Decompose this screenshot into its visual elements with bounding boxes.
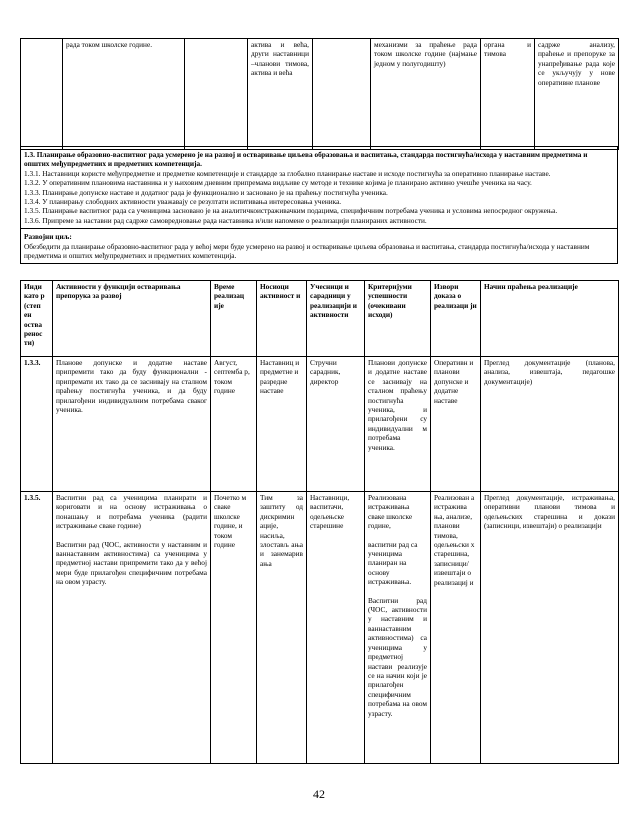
table-row <box>21 39 619 150</box>
cell-activity: Планове допунске и додатне наставе припремити тако да буду функционални - припремати их тако да се заснивају на сталном праћењу постигнућа ученика, и да буду прилагођени индивидуалним потребама сваког ученика. <box>53 357 211 492</box>
section-item: 1.3.5. Планирање васпитног рада са ученицима засновано је на аналитичкоистраживачким подацима, специфичним потребама ученика и условима непосредног окружења. <box>24 206 558 216</box>
cell-carriers: актива и већа, други наставници –чланови тимова, актива и већа <box>248 39 313 150</box>
cell-participants <box>313 39 371 150</box>
cell-indicator: 1.3.3. <box>21 357 53 492</box>
cell-activity <box>53 492 211 764</box>
section-item: 1.3.3. Планирање допунске наставе и додатног рада је функционално и засновано је на праћењу постигнућа ученика. <box>24 187 388 197</box>
activity-table <box>20 280 619 764</box>
cell-indicator <box>21 39 63 150</box>
cell-criteria: Планови допунске и додатне наставе се заснивају на сталном праћењу постигнућа ученика, и прилагођени су индивидуални м потребама ученика. <box>365 357 431 492</box>
activity-paragraph: Васпитни рад са ученицима планирати и кориговати и на основу истраживања о понашању и потребама ученика (радити истраживање сваке године) <box>56 493 207 531</box>
header-participants: Учесници и сарадници у реализацији и активности <box>307 281 365 357</box>
criteria-paragraph: Васпитни рад (ЧОС, активности у наставним и ваннаставним активностима) са ученицима у предметној настави реализује се на начин који је прилагођен специфичним потребама на овом узрасту. <box>368 595 427 718</box>
table-row <box>21 492 619 764</box>
activity-paragraph: Васпитни рад (ЧОС, активности у наставним и ваннаставним активностима) са ученицима у предметној настави припремити тако да у већој мери буде прилагођен специфичним потребама на овом узрасту. <box>56 539 207 587</box>
page-number: 42 <box>313 787 325 801</box>
section-item: 1.3.6. Припреме за наставни рад садрже самовредновање рада наставника и/или напомене о реализацији планираних активности. <box>24 215 427 225</box>
table-row <box>21 357 619 492</box>
table-header-row <box>21 281 619 357</box>
goal-text: Обезбедити да планирање образовно-васпитног рада у већој мери буде усмерено на развој и остваривање циљева образовања и васпитања, стандарда постигнућа/исхода у наставним предметима и општих међупредметних и предметних компетенција. <box>24 241 590 261</box>
criteria-paragraph: Реализована истраживања сваке школске године, <box>368 493 413 531</box>
section-item: 1.3.1. Наставници користе међупредметне и предметне компетенције и стандарде за глобално планирање наставе и исходе постигнућа за оперативно планирање наставе. <box>24 168 551 178</box>
header-time: Време реализац ије <box>211 281 257 357</box>
cell-activity: рада током школске године. <box>63 39 185 150</box>
goal-label: Развојни циљ: <box>24 232 72 242</box>
header-activity: Активности у функцији остваривања препорука за развој <box>53 281 211 357</box>
cell-criteria <box>365 492 431 764</box>
cell-sources: органа и тимова <box>481 39 535 150</box>
header-sources: Извори доказа о реализаци ји <box>431 281 481 357</box>
header-monitoring: Начин праћења реализације <box>481 281 619 357</box>
cell-time <box>185 39 248 150</box>
cell-indicator: 1.3.5. <box>21 492 53 764</box>
cell-monitoring: садрже анализу, праћење и препоруке за унапређивање рада које се укључују у нове оперативне планове <box>535 39 619 150</box>
standard-section-cell <box>21 147 618 229</box>
cell-monitoring: Преглед документације, истраживања, оперативни планови тимова и одељењских старешина и докази (записници, извештаји) о реализацији <box>481 492 619 764</box>
header-criteria: Критеријуми успешности (очекивани исходи) <box>365 281 431 357</box>
section-item: 1.3.2. У оперативним плановима наставника и у њиховим дневним припремама видљиве су методе и технике којима је планирано активно учешће ученика на часу. <box>24 178 532 188</box>
cell-participants: Наставници, васпитачи, одељењске старешине <box>307 492 365 764</box>
header-indicator: Инди като р (степ ен оства ренос ти) <box>21 281 53 357</box>
criteria-paragraph: васпитни рад са ученицима планиран на основу истраживања. <box>368 539 418 587</box>
section-item: 1.3.4. У планирању слободних активности уважавају се резултати испитивања интересовања ученика. <box>24 197 342 207</box>
continued-table-row <box>20 38 619 150</box>
cell-carriers: Наставниц и предметне и разредне наставе <box>257 357 307 492</box>
header-carriers: Носиоци активност и <box>257 281 307 357</box>
cell-monitoring: Преглед документације (планова, анализа, извештаја, педагошке документације) <box>481 357 619 492</box>
standard-section <box>20 146 618 264</box>
cell-sources: Оперативн и планови допунске и додатне наставе <box>431 357 481 492</box>
cell-time: Август, септемба р, током године <box>211 357 257 492</box>
cell-time: Почетко м сваке школске године, и током године <box>211 492 257 764</box>
cell-participants: Стручни сарадник, директор <box>307 357 365 492</box>
section-heading: 1.3. Планирање образовно-васпитног рада усмерено је на развој и остваривање циљева образовања и васпитања, стандарда постигнућа/исхода у наставним предметима и општих међупредметних и предметних компетенција. <box>24 150 588 169</box>
cell-carriers: Тим за заштиту од дискримин ације, насиља, злостављ ања и занемарив ања <box>257 492 307 764</box>
cell-criteria: механизми за праћење рада током школске године (најмање једном у полугодишту) <box>371 39 481 150</box>
cell-sources: Реализован а истражива ња, анализе, планови тимова, одељењски х старешина, записници/ извештаји о реализациј и <box>431 492 481 764</box>
goal-cell <box>21 229 618 264</box>
